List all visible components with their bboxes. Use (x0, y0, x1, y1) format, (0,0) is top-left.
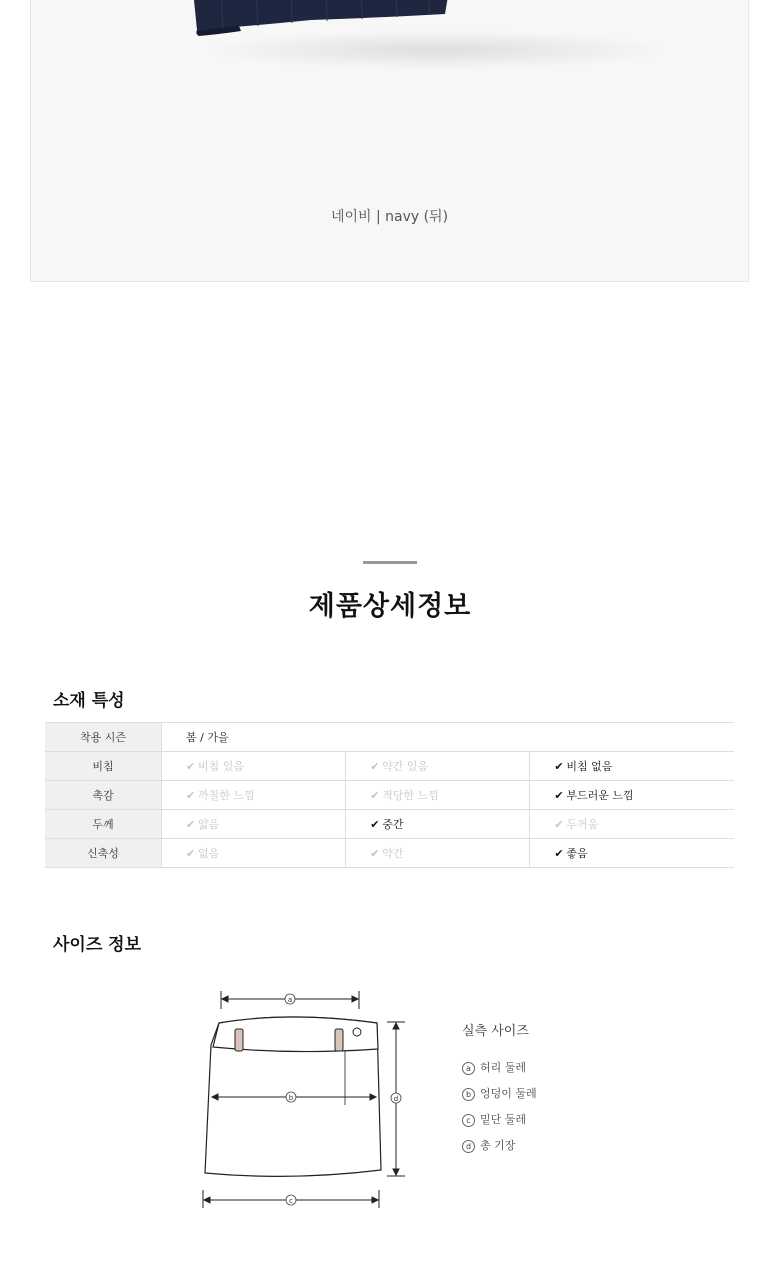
material-option (346, 839, 530, 868)
check-icon: ✔ (554, 760, 564, 773)
material-option (346, 810, 530, 839)
check-icon: ✔ (186, 760, 196, 773)
option-label: 비침 없음 (566, 760, 613, 773)
material-option (162, 810, 346, 839)
svg-text:a: a (287, 996, 293, 1004)
check-icon: ✔ (370, 760, 380, 773)
legend-label: 밑단 둘레 (480, 1113, 527, 1126)
svg-text:c: c (289, 1197, 293, 1205)
check-icon: ✔ (186, 818, 196, 831)
material-option (530, 752, 734, 781)
legend-marker: a (462, 1062, 475, 1075)
option-label: 두꺼움 (566, 818, 599, 831)
marker-d (391, 1093, 401, 1103)
svg-text:d: d (393, 1095, 399, 1103)
material-row-label: 두께 (45, 810, 162, 839)
material-option (162, 839, 346, 868)
material-option (162, 781, 346, 810)
material-row-label: 비침 (45, 752, 162, 781)
option-label: 약간 (382, 847, 404, 860)
legend-marker: c (462, 1114, 475, 1127)
material-option (530, 839, 734, 868)
check-icon: ✔ (370, 789, 380, 802)
legend-hem (462, 1111, 526, 1127)
material-row-label: 착용 시즌 (45, 723, 162, 752)
material-row (45, 781, 734, 810)
material-row-label: 신축성 (45, 839, 162, 868)
legend-hip (462, 1085, 537, 1101)
check-icon: ✔ (554, 847, 564, 860)
marker-a (285, 994, 295, 1004)
option-label: 까칠한 느낌 (198, 789, 255, 802)
option-label: 적당한 느낌 (382, 789, 439, 802)
marker-c (286, 1195, 296, 1205)
material-row (45, 752, 734, 781)
check-icon: ✔ (554, 818, 564, 831)
photo-caption: 네이비 | navy (뒤) (330, 209, 449, 225)
material-row (45, 723, 734, 752)
section-divider (363, 561, 417, 564)
check-icon: ✔ (370, 847, 380, 860)
material-row-label: 촉감 (45, 781, 162, 810)
check-icon: ✔ (186, 847, 196, 860)
option-label: 비침 있음 (198, 760, 245, 773)
material-option (162, 752, 346, 781)
svg-text:b: b (288, 1094, 294, 1102)
product-photo-panel (30, 0, 749, 282)
option-label: 중간 (382, 818, 404, 831)
option-label: 좋음 (566, 847, 588, 860)
option-label: 부드러운 느낌 (566, 789, 634, 802)
check-icon: ✔ (370, 818, 380, 831)
check-icon: ✔ (186, 789, 196, 802)
legend-length (462, 1137, 515, 1153)
legend-marker: b (462, 1088, 475, 1101)
material-row (45, 810, 734, 839)
skirt-photo-navy-back (161, 0, 451, 42)
marker-b (286, 1092, 296, 1102)
material-title: 소재 특성 (53, 691, 125, 711)
option-label: 약간 있음 (382, 760, 429, 773)
material-option (346, 752, 530, 781)
size-legend-title: 실측 사이즈 (462, 1024, 529, 1039)
legend-label: 허리 둘레 (480, 1061, 527, 1074)
material-option (530, 781, 734, 810)
legend-waist (462, 1059, 526, 1075)
size-title: 사이즈 정보 (53, 935, 142, 955)
skirt-size-diagram (195, 985, 425, 1215)
material-option (530, 810, 734, 839)
option-label: 없음 (198, 847, 220, 860)
legend-marker: d (462, 1140, 475, 1153)
legend-label: 총 기장 (480, 1139, 516, 1152)
material-row (45, 839, 734, 868)
season-value: 봄 / 가을 (162, 723, 735, 752)
section-title: 제품상세정보 (308, 591, 472, 622)
legend-label: 엉덩이 둘레 (480, 1087, 537, 1100)
material-table (45, 722, 734, 868)
check-icon: ✔ (554, 789, 564, 802)
option-label: 얇음 (198, 818, 220, 831)
material-option (346, 781, 530, 810)
